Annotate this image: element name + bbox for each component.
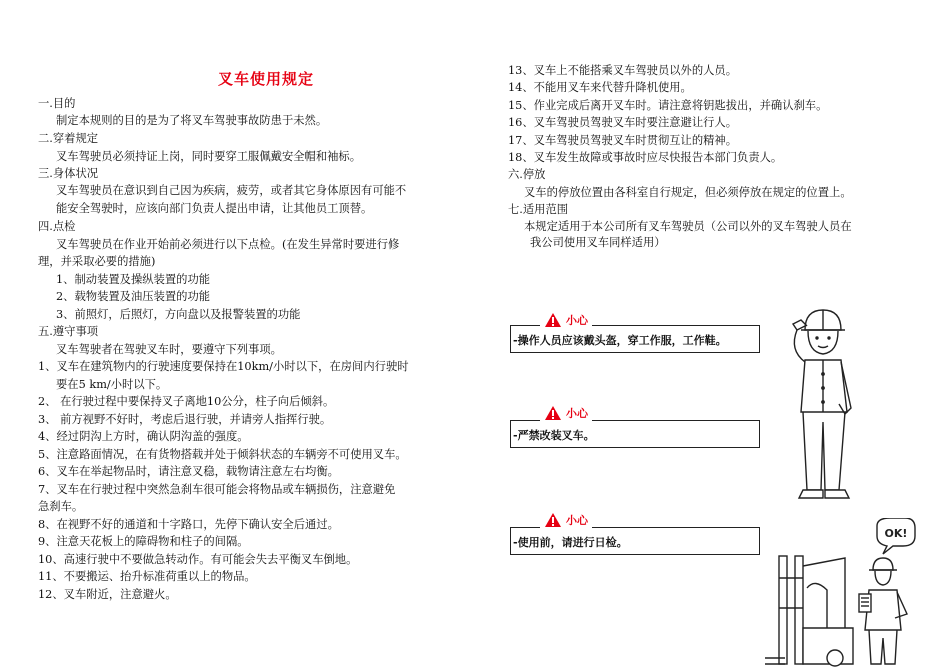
list-item: 1、叉车在建筑物内的行驶速度要保持在10km/小时以下，在房间内行驶时	[38, 360, 409, 373]
paragraph-line: 叉车驾驶者在驾驶叉车时，要遵守下列事项。	[56, 343, 282, 356]
list-item: 10、高速行驶中不要做急转动作。有可能会失去平衡叉车倒地。	[38, 553, 358, 566]
caution-header	[540, 405, 592, 421]
section-heading: 二.穿着规定	[38, 132, 99, 145]
list-item: 3、 前方视野不好时，考虑后退行驶，并请旁人指挥行驶。	[38, 413, 332, 426]
warning-icon	[544, 405, 562, 421]
list-item: 13、叉车上不能搭乘叉车驾驶员以外的人员。	[508, 64, 738, 77]
caution-header	[540, 512, 592, 528]
warning-icon	[544, 512, 562, 528]
paragraph-line: 理，并采取必要的措施)	[38, 255, 156, 268]
list-item: 1、制动装置及操纵装置的功能	[56, 273, 211, 286]
worker-illustration	[775, 300, 865, 510]
list-item: 急刹车。	[38, 500, 84, 513]
caution-notice	[510, 527, 760, 555]
paragraph-line: 叉车驾驶员在作业开始前必须进行以下点检。(在发生异常时要进行修	[56, 238, 400, 251]
caution-notice	[510, 420, 760, 448]
list-item: 16、叉车驾驶员驾驶叉车时要注意避让行人。	[508, 116, 738, 129]
caution-label: 小心	[566, 407, 588, 420]
list-item: 8、在视野不好的通道和十字路口，先停下确认安全后通过。	[38, 518, 339, 531]
page-title: 叉车使用规定	[218, 70, 315, 88]
paragraph-line: 叉车驾驶员在意识到自己因为疾病，疲劳，或者其它身体原因有可能不	[56, 184, 407, 197]
section-heading: 六.停放	[508, 168, 546, 181]
paragraph-line: 叉车的停放位置由各科室自行规定，但必须停放在规定的位置上。	[524, 186, 852, 199]
list-item: 9、注意天花板上的障碍物和柱子的间隔。	[38, 535, 249, 548]
list-item: 7、叉车在行驶过程中突然急刹车很可能会将物品或车辆损伤，注意避免	[38, 483, 396, 496]
caution-label: 小心	[566, 314, 588, 327]
caution-label: 小心	[566, 514, 588, 527]
caution-text: -严禁改装叉车。	[513, 429, 595, 442]
list-item: 要在5 km/小时以下。	[56, 378, 168, 391]
warning-icon	[544, 312, 562, 328]
list-item: 18、叉车发生故障或事故时应尽快报告本部门负责人。	[508, 151, 783, 164]
section-heading: 四.点检	[38, 220, 76, 233]
list-item: 4、经过阴沟上方时，确认阴沟盖的强度。	[38, 430, 249, 443]
section-heading: 五.遵守事项	[38, 325, 99, 338]
caution-header	[540, 312, 592, 328]
ok-bubble-text: OK!	[884, 527, 908, 540]
paragraph-line: 叉车驾驶员必须持证上岗，同时要穿工服佩戴安全帽和袖标。	[56, 150, 362, 163]
list-item: 6、叉车在举起物品时，请注意叉稳，载物请注意左右均衡。	[38, 465, 339, 478]
section-heading: 三.身体状况	[38, 167, 99, 180]
list-item: 2、 在行驶过程中要保持叉子离地10公分，柱子向后倾斜。	[38, 395, 335, 408]
paragraph-line: 能安全驾驶时，应该向部门负责人提出申请，让其他员工顶替。	[56, 202, 373, 215]
list-item: 15、作业完成后离开叉车时。请注意将钥匙拔出，并确认刹车。	[508, 99, 828, 112]
section-heading: 一.目的	[38, 97, 76, 110]
caution-text: -使用前，请进行日检。	[513, 536, 628, 549]
caution-text: -操作人员应该戴头盔，穿工作服，工作鞋。	[513, 334, 727, 347]
list-item: 2、载物装置及油压装置的功能	[56, 290, 211, 303]
list-item: 5、注意路面情况，在有货物搭载并处于倾斜状态的车辆旁不可使用叉车。	[38, 448, 407, 461]
paragraph-line: 制定本规则的目的是为了将叉车驾驶事故防患于未然。	[56, 114, 328, 127]
paragraph-line: 本规定适用于本公司所有叉车驾驶员（公司以外的叉车驾驶人员在	[524, 220, 852, 233]
section-heading: 七.适用范围	[508, 203, 569, 216]
list-item: 12、叉车附近，注意避火。	[38, 588, 177, 601]
forklift-illustration	[765, 518, 940, 668]
list-item: 14、不能用叉车来代替升降机使用。	[508, 81, 692, 94]
paragraph-line: 我公司使用叉车同样适用）	[530, 236, 666, 249]
list-item: 11、不要搬运、抬升标准荷重以上的物品。	[38, 570, 256, 583]
list-item: 3、前照灯，后照灯，方向盘以及报警装置的功能	[56, 308, 301, 321]
caution-notice	[510, 325, 760, 353]
list-item: 17、叉车驾驶员驾驶叉车时贯彻互让的精神。	[508, 134, 738, 147]
